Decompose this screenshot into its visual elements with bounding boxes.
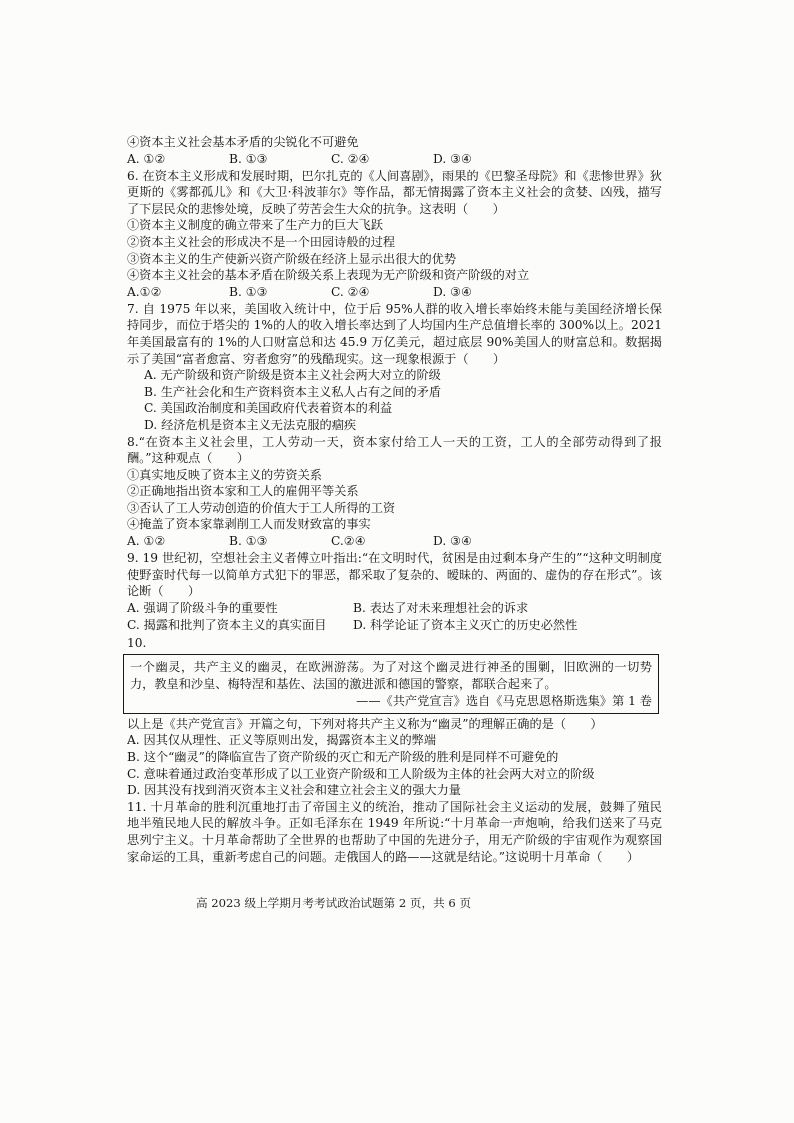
- q8-item-4: ④掩盖了资本家靠剥削工人而发财致富的事实: [127, 517, 371, 532]
- q10-stem: 以上是《共产党宣言》开篇之句，下列对将共产主义称为“幽灵”的理解正确的是（ ）: [127, 716, 603, 731]
- q5-option-b: B. ①③: [229, 151, 268, 166]
- q9-stem: 9. 19 世纪初，空想社会主义者傅立叶指出:“在文明时代，贫困是由过剩本身产生的”“这种文明制度使野蛮时代每一以简单方式犯下的罪恶，都采取了复杂的、暧昧的、两面的、虚伪的存在形式”。该论断（ ）: [127, 551, 662, 599]
- q10-option-d: D. 因其没有找到消灭资本主义社会和建立社会主义的强大力量: [127, 783, 461, 798]
- q5-option-a: A. ①②: [127, 151, 166, 166]
- q5-options: [127, 151, 662, 168]
- q6-item-1: ①资本主义制度的确立带来了生产力的巨大飞跃: [127, 218, 383, 233]
- q10-option-c: C. 意味着通过政治变革形成了以工业资产阶级和工人阶级为主体的社会两大对立的阶级: [127, 766, 595, 781]
- q6-item-2: ②资本主义社会的形成决不是一个田园诗般的过程: [127, 234, 396, 249]
- q8-item-3: ③否认了工人劳动创造的价值大于工人所得的工资: [127, 500, 396, 515]
- q6-item-3: ③资本主义的生产使新兴资产阶级在经济上显示出很大的优势: [127, 251, 457, 266]
- q5-item-4: ④资本主义社会基本矛盾的尖锐化不可避免: [127, 135, 359, 149]
- q9-option-c: C. 揭露和批判了资本主义的真实面目: [127, 617, 327, 632]
- q7-stem: 7. 自 1975 年以来，美国收入统计中，位于后 95%人群的收入增长率始终未能与美国经济增长保持同步，而位于塔尖的 1%的人的收入增长率达到了人均国内生产总值增长率的 300%以上。2021 年美国最富有的 1%的人口财富总和达 45.9 万亿美元，超过底层 90%美国人的财富总和。数据揭示了美国“富者愈富、穷者愈穷”的残酷现实。这一现象根源于（ ）: [127, 301, 662, 366]
- q8-item-2: ②正确地指出资本家和工人的雇佣平等关系: [127, 484, 359, 499]
- q6-option-a: A.①②: [127, 284, 162, 299]
- q9-options-row-1: [127, 600, 662, 617]
- q6-stem: 6. 在资本主义形成和发展时期，巴尔扎克的《人间喜剧》，雨果的《巴黎圣母院》和《悲惨世界》狄更斯的《雾都孤儿》和《大卫·科波菲尔》等作品，都无情揭露了资本主义社会的贪婪、凶残，描写了下层民众的悲惨处境，反映了劳苦会生大众的抗争。这表明（ ）: [127, 168, 662, 216]
- q5-option-d: D. ③④: [433, 151, 472, 166]
- q6-option-d: D. ③④: [433, 284, 472, 299]
- q9-option-d: D. 科学论证了资本主义灭亡的历史必然性: [353, 617, 578, 632]
- q8-item-1: ①真实地反映了资本主义的劳资关系: [127, 467, 322, 482]
- q9-options-row-2: [127, 617, 662, 634]
- q9-option-b: B. 表达了对未来理想社会的诉求: [353, 600, 529, 615]
- q10-quote: 一个幽灵，共产主义的幽灵，在欧洲游荡。为了对这个幽灵进行神圣的围剿，旧欧洲的一切势力，教皇和沙皇、梅特涅和基佐、法国的激进派和德国的警察，都联合起来了。: [130, 659, 652, 691]
- q11-stem: 11. 十月革命的胜利沉重地打击了帝国主义的统治，推动了国际社会主义运动的发展，鼓舞了殖民地半殖民地人民的解放斗争。正如毛泽东在 1949 年所说:“十月革命一声炮响，给我们送来了马克思列宁主义。十月革命帮助了全世界的也帮助了中国的先进分子，用无产阶级的宇宙观作为观察国家命运的工具，重新考虑自己的问题。走俄国人的路——这就是结论。”这说明十月革命（ ）: [127, 799, 662, 864]
- q7-option-d: D. 经济危机是资本主义无法克服的痼疾: [144, 417, 357, 432]
- q8-stem: 8.“在资本主义社会里，工人劳动一天，资本家付给工人一天的工资，工人的全部劳动得到了报酬。”这种观点（ ）: [127, 434, 662, 466]
- page-footer: 高 2023 级上学期月考考试政治试题第 2 页，共 6 页: [196, 896, 472, 910]
- q10-number: 10.: [127, 635, 147, 650]
- q7-option-a: A. 无产阶级和资产阶级是资本主义社会两大对立的阶级: [144, 368, 441, 383]
- q8-option-d: D. ③④: [433, 534, 472, 549]
- exam-content: [127, 134, 662, 865]
- q9-option-a: A. 强调了阶级斗争的重要性: [127, 600, 278, 615]
- q10-option-a: A. 因其仅从理性、正义等原则出发，揭露资本主义的弊端: [127, 733, 437, 748]
- q8-option-b: B. ①③: [229, 534, 268, 549]
- q10-option-b: B. 这个“幽灵”的降临宣告了资产阶级的灭亡和无产阶级的胜利是同样不可避免的: [127, 750, 559, 765]
- q5-option-c: C. ②④: [331, 151, 370, 166]
- q6-option-b: B. ①③: [229, 284, 268, 299]
- q6-item-4: ④资本主义社会的基本矛盾在阶级关系上表现为无产阶级和资产阶级的对立: [127, 268, 530, 283]
- q6-option-c: C. ②④: [331, 284, 370, 299]
- q7-option-c: C. 美国政治制度和美国政府代表着资本的利益: [144, 401, 393, 416]
- q8-options: [127, 533, 662, 550]
- q10-quote-source: ——《共产党宣言》选自《马克思恩格斯选集》第 1 卷: [356, 693, 652, 708]
- q8-option-a: A. ①②: [127, 534, 166, 549]
- q6-options: [127, 284, 662, 301]
- q10-quote-box: [123, 654, 659, 714]
- q7-option-b: B. 生产社会化和生产资料资本主义私人占有之间的矛盾: [144, 384, 442, 399]
- q8-option-c: C.②④: [331, 534, 366, 549]
